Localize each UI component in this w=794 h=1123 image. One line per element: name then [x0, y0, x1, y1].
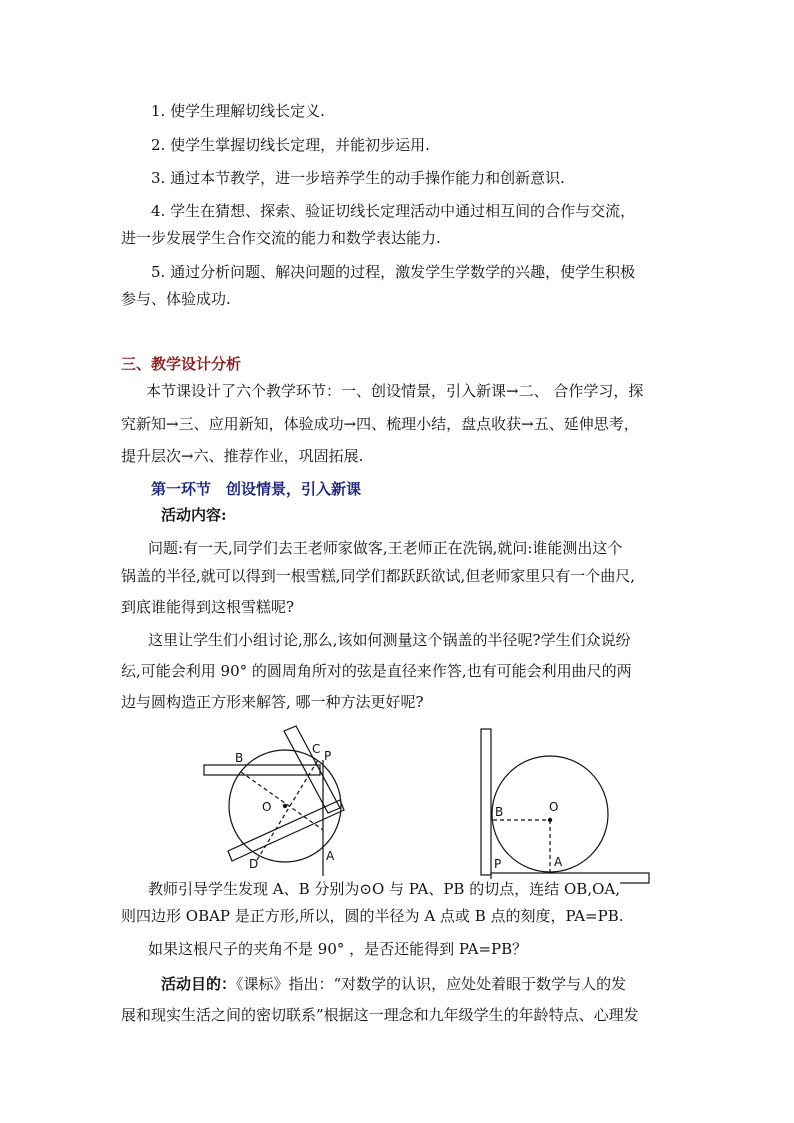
left-label-a: A	[326, 849, 335, 863]
intro-line-3: 提升层次→六、推荐作业，巩固拓展.	[121, 447, 364, 465]
right-label-b: B	[495, 805, 504, 819]
goal-4-cont: 进一步发展学生合作交流的能力和数学表达能力.	[121, 229, 441, 247]
intro-line-1: 本节课设计了六个教学环节：一、创设情景，引入新课→二、 合作学习，探	[146, 382, 644, 400]
goal-3: 3. 通过本节教学，进一步培养学生的动手操作能力和创新意识.	[151, 169, 565, 187]
teacher-line-1: 教师引导学生发现 A、B 分别为⊙O 与 PA、PB 的切点，连结 OB,OA,	[148, 880, 620, 898]
problem-line-2: 锅盖的半径,就可以得到一根雪糕,同学们都跃跃欲试,但老师家里只有一个曲尺,	[121, 567, 636, 585]
left-label-d: D	[249, 857, 259, 871]
goal-5-cont: 参与、体验成功.	[121, 290, 231, 308]
teacher-line-2: 则四边形 OBAP 是正方形,所以，圆的半径为 A 点或 B 点的刻度，PA=PB.	[121, 907, 624, 925]
goal-2: 2. 使学生掌握切线长定理，并能初步运用.	[151, 136, 430, 154]
right-label-a: A	[554, 855, 563, 869]
goal-4: 4. 学生在猜想、探索、验证切线长定理活动中通过相互间的合作与交流，	[151, 202, 636, 220]
discussion-line-1: 这里让学生们小组讨论,那么,该如何测量这个锅盖的半径呢?学生们众说纷	[148, 631, 631, 649]
discussion-line-2: 纭,可能会利用 90° 的圆周角所对的弦是直径来作答,也有可能会利用曲尺的两	[121, 662, 632, 680]
problem-line-3: 到底谁能得到这根雪糕呢?	[121, 598, 295, 616]
activity-label: 活动内容:	[161, 506, 227, 524]
right-circle	[492, 756, 608, 872]
section-heading: 三、教学设计分析	[121, 355, 242, 373]
right-center-dot	[548, 818, 551, 821]
goal-5: 5. 通过分析问题、解决问题的过程，激发学生学数学的兴趣，使学生积极	[151, 263, 636, 281]
intro-line-2: 究新知→三、应用新知，体验成功→四、梳理小结，盘点收获→五、延伸思考，	[121, 415, 639, 433]
discussion-line-3: 边与圆构造正方形来解答, 哪一种方法更好呢?	[121, 693, 424, 711]
left-label-b: B	[235, 751, 244, 765]
problem-line-1: 问题:有一天,同学们去王老师家做客,王老师正在洗锅,就问:谁能测出这个	[148, 539, 623, 557]
left-label-p: P	[324, 749, 332, 763]
right-figure	[481, 729, 649, 883]
left-center-dot	[283, 804, 286, 807]
goal-1: 1. 使学生理解切线长定义.	[151, 102, 325, 120]
right-label-p: P	[494, 857, 502, 871]
purpose-line-1	[161, 974, 626, 994]
question-line: 如果这根尺子的夹角不是 90° ，是否还能得到 PA=PB？	[148, 940, 528, 958]
purpose-line-2: 展和现实生活之间的密切联系”根据这一理念和九年级学生的年龄特点、心理发	[121, 1006, 639, 1024]
purpose-text-1: 《课标》指出：“对数学的认识，应处处着眼于数学与人的发	[236, 975, 627, 993]
right-ruler-vertical	[481, 729, 491, 875]
right-label-o: O	[549, 800, 559, 814]
left-label-c: C	[312, 742, 321, 756]
purpose-label: 活动目的：	[161, 975, 237, 993]
stage1-title: 第一环节 创设情景，引入新课	[151, 480, 362, 498]
left-figure	[204, 726, 344, 876]
left-label-o: O	[262, 800, 272, 814]
